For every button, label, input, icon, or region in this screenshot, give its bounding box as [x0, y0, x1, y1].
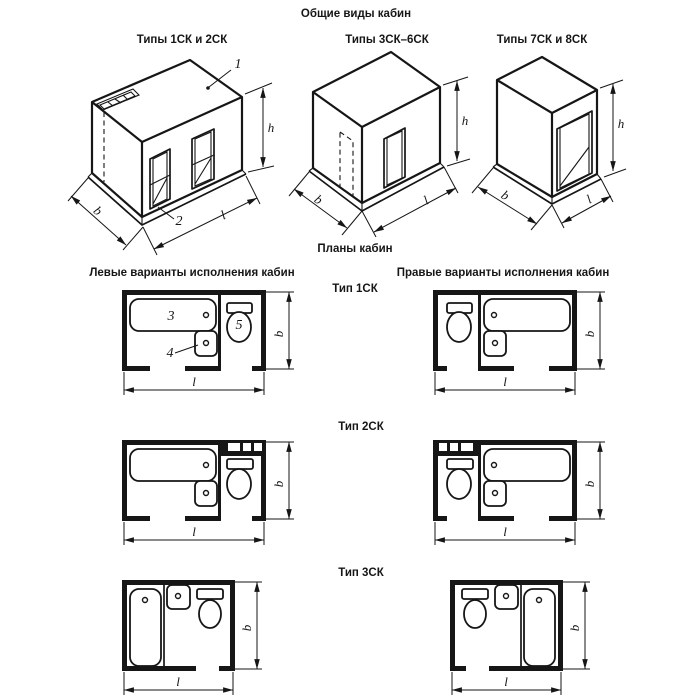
cabin-roof-edges	[92, 97, 242, 142]
wall-bottom-segment	[433, 516, 447, 521]
callout-1-leader	[209, 70, 231, 87]
wall-bottom-segment	[252, 366, 266, 371]
callout-2-leader	[158, 207, 174, 219]
callout-3: 3	[167, 309, 175, 324]
wall-bottom-segment	[433, 366, 447, 371]
bathtub-drain	[492, 313, 497, 318]
iso-heading-2: Типы 3СК–6СК	[345, 34, 429, 46]
ext-line	[531, 205, 552, 230]
washbasin-drain	[504, 594, 509, 599]
wall-bottom-segment	[478, 366, 514, 371]
dimension-l-label: l	[503, 374, 507, 389]
wall-right	[558, 580, 563, 671]
diagram-title: Общие виды кабин	[300, 8, 412, 20]
ext-line	[600, 80, 623, 88]
wall-bottom-segment	[450, 666, 466, 671]
dimension-h-label: h	[617, 116, 625, 131]
dimension-b-label: b	[311, 191, 326, 208]
callout-1-dot	[206, 86, 210, 90]
toilet-cistern	[197, 589, 223, 599]
ext-line	[68, 178, 88, 201]
toilet-cistern	[447, 459, 473, 469]
dimension-l-label: l	[504, 674, 508, 689]
bathtub-drain	[492, 463, 497, 468]
ext-line	[248, 166, 274, 172]
partition-wall	[218, 295, 221, 366]
callout-4: 4	[166, 346, 174, 361]
cabin-roof-edges	[497, 80, 597, 113]
toilet-bowl	[227, 469, 251, 499]
dimension-b-label: b	[271, 330, 286, 338]
wall-bottom-segment	[185, 516, 221, 521]
wall-bottom-segment	[549, 366, 577, 371]
plan-1sk-left	[122, 290, 294, 395]
vent-slot	[461, 443, 473, 451]
wall-right	[261, 290, 266, 371]
plinth-edge	[88, 173, 92, 177]
dimension-l-label: l	[583, 191, 595, 207]
bathtub-drain	[204, 463, 209, 468]
bathtub-drain	[204, 313, 209, 318]
dimension-l-line	[374, 188, 456, 232]
partition-wall	[218, 445, 221, 516]
wall-bottom-segment	[185, 366, 221, 371]
dimension-h-label: h	[267, 120, 275, 135]
wall-left	[122, 290, 127, 371]
dimension-b-label: b	[90, 202, 106, 219]
door-frame	[387, 131, 402, 185]
vent-slot	[439, 443, 447, 451]
vent-divider	[115, 99, 121, 103]
ext-line	[245, 83, 272, 94]
wall-top	[433, 290, 577, 295]
cabin-outline	[313, 52, 440, 203]
wall-bottom-segment	[219, 666, 235, 671]
dimension-l-label: l	[176, 674, 180, 689]
dimension-b-label: b	[498, 187, 513, 204]
dimension-l-line	[154, 198, 257, 249]
washbasin-drain	[493, 341, 498, 346]
dimension-h-label: h	[461, 113, 469, 128]
toilet-bowl	[199, 600, 221, 628]
iso-view-types-7sk-8sk	[472, 57, 626, 230]
door-1-frame	[153, 152, 167, 206]
wall-left	[122, 440, 127, 521]
dimension-b-label: b	[582, 480, 597, 488]
plan-3sk-left	[122, 580, 262, 695]
iso-view-types-1sk-2sk	[68, 57, 274, 255]
wall-right	[572, 440, 577, 521]
plan-type-1-label: Тип 1СК	[332, 283, 378, 295]
plan-1sk-right	[433, 290, 605, 395]
iso-heading-3: Типы 7СК и 8СК	[496, 34, 588, 46]
wall-bottom-segment	[252, 516, 266, 521]
wall-left	[450, 580, 455, 671]
plinth-edge	[440, 163, 444, 167]
iso-view-types-3sk-6sk	[289, 52, 470, 237]
partition-wall	[478, 445, 481, 516]
toilet-bowl	[447, 312, 471, 342]
plinth-edge	[597, 174, 601, 179]
plinth-edge	[309, 168, 313, 171]
plinth-edge	[242, 170, 246, 174]
plan-3sk-right	[450, 580, 590, 695]
bathtub-drain	[537, 598, 542, 603]
wall-left	[122, 580, 127, 671]
vent-slot	[243, 443, 251, 451]
roof-vent-panel	[97, 89, 139, 110]
dimension-l-label: l	[503, 524, 507, 539]
dimension-b-label: b	[567, 624, 582, 632]
iso-heading-1: Типы 1СК и 2СК	[136, 34, 228, 46]
dimension-b-label: b	[271, 480, 286, 488]
cabin-outline	[497, 57, 597, 197]
ext-line	[342, 211, 362, 235]
plan-2sk-right	[433, 440, 605, 545]
wall-left	[433, 290, 438, 371]
washbasin-drain	[204, 341, 209, 346]
plan-type-3-label: Тип 3СК	[338, 567, 384, 579]
dimension-l-label: l	[420, 192, 432, 208]
door-2-frame	[195, 132, 211, 186]
callout-1: 1	[234, 57, 242, 72]
washbasin-drain	[204, 491, 209, 496]
washbasin-drain	[493, 491, 498, 496]
wall-top	[122, 290, 266, 295]
toilet-cistern	[227, 459, 253, 469]
dimension-l-label: l	[192, 524, 196, 539]
wall-bottom-segment	[549, 516, 577, 521]
wall-right	[230, 580, 235, 671]
washbasin-drain	[176, 594, 181, 599]
ext-line	[604, 169, 626, 177]
wall-bottom-segment	[122, 666, 196, 671]
vent-slot	[228, 443, 240, 451]
ext-line	[362, 211, 376, 237]
plan-type-2-label: Тип 2СК	[338, 421, 384, 433]
vent-slot	[254, 443, 262, 451]
plan-2sk-left	[122, 440, 294, 545]
cabin-roof-edges	[313, 87, 440, 127]
ext-line	[552, 205, 564, 228]
plinth-edge	[493, 164, 497, 167]
ext-line	[447, 159, 470, 166]
toilet-cistern	[462, 589, 488, 599]
bathtub-drain	[143, 598, 148, 603]
hidden-door	[340, 132, 353, 196]
wall-right	[572, 290, 577, 371]
dimension-b-label: b	[239, 624, 254, 632]
wall-bottom-segment	[478, 516, 514, 521]
ext-line	[444, 167, 458, 193]
dimension-l-label: l	[218, 207, 228, 223]
toilet-bowl	[464, 600, 486, 628]
wall-bottom-segment	[122, 366, 150, 371]
toilet-bowl	[447, 469, 471, 499]
right-variants-label: Правые варианты исполнения кабин	[396, 267, 610, 279]
dimension-b-label: b	[582, 330, 597, 338]
cabin-base-plinth	[309, 167, 444, 211]
vent-divider	[108, 102, 113, 106]
partition-wall	[478, 295, 481, 366]
ext-line	[443, 77, 468, 85]
callout-2: 2	[175, 214, 183, 229]
wall-bottom-segment	[122, 516, 150, 521]
callout-5: 5	[235, 318, 243, 333]
left-variants-label: Левые варианты исполнения кабин	[89, 267, 295, 279]
vent-slot	[450, 443, 458, 451]
vent-divider	[123, 95, 128, 100]
ext-line	[123, 227, 143, 250]
dimension-l-label: l	[192, 374, 196, 389]
plans-title: Планы кабин	[317, 243, 393, 255]
wall-bottom-segment	[489, 666, 563, 671]
ext-line	[143, 227, 157, 255]
